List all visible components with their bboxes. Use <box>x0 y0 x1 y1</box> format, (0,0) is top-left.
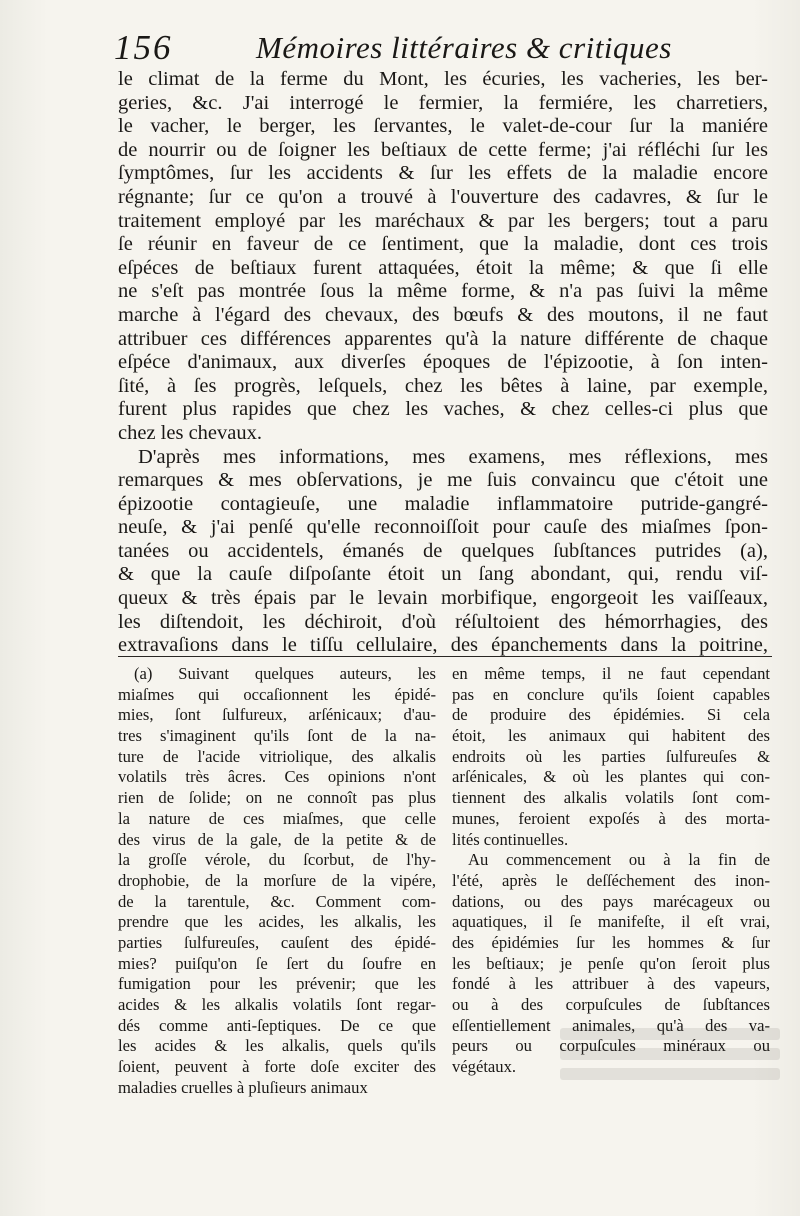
footnote-line: l'été, après le deſſéchement des inon- <box>452 870 770 890</box>
text-line: ne s'eſt pas montrée ſous la même forme, & n'a pas ſuivi la même <box>118 280 768 303</box>
footnote-line: peurs ou corpuſcules minéraux ou <box>452 1036 770 1056</box>
footnote-line: mies, ſont ſulfureux, arſénicaux; d'au- <box>118 705 436 725</box>
footnote-line: volatils très âcres. Ces opinions n'ont <box>118 767 436 787</box>
footnote-line: de la tarentule, &c. Comment com- <box>118 891 436 911</box>
text-line: régnante; ſur ce qu'on a trouvé à l'ouverture des cadavres, & ſur le <box>118 185 768 208</box>
footnote-line: dés comme anti-ſeptiques. De ce que <box>118 1015 436 1035</box>
footnote-line: acides & les alkalis volatils ſont regar- <box>118 995 436 1014</box>
footnote-line: la groſſe vérole, du ſcorbut, de l'hy- <box>118 850 436 870</box>
text-line: extravaſions dans le tiſſu cellulaire, des épanchements dans la poitrine, <box>118 634 768 657</box>
footnote-line: prendre que les acides, les alkalis, les <box>118 912 436 932</box>
text-line: chez les chevaux. <box>118 421 262 444</box>
text-line: le climat de la ferme du Mont, les écuries, les vacheries, les ber- <box>118 68 768 90</box>
footnote-line: tiennent des alkalis volatils ſont com- <box>452 788 770 808</box>
footnote-line: drophobie, de la morſure de la vipére, <box>118 870 436 890</box>
footnote-line: maladies cruelles à pluſieurs animaux <box>118 1077 368 1097</box>
footnote-line: ture de l'acide vitriolique, des alkalis <box>118 746 436 766</box>
footnote-line: ou à des corpuſcules de ſubſtances <box>452 995 770 1014</box>
footnote-line: mies? puiſqu'on ſe ſert du ſoufre en <box>118 953 436 973</box>
text-line: ſymptômes, ſur les accidents & ſur les effets de la maladie encore <box>118 162 768 185</box>
footnote-line: fondé à les attribuer à des vapeurs, <box>452 974 770 994</box>
footnote-line: ſoient, peuvent à forte doſe exciter des <box>118 1057 436 1077</box>
text-line: le vacher, le berger, les ſervantes, le valet-de-cour ſur la maniére <box>118 115 768 138</box>
text-line: épizootie contagieuſe, une maladie inflammatoire putride-gangré- <box>118 492 768 515</box>
footnote-line: fumigation pour les prévenir; que les <box>118 974 436 994</box>
footnote-line: pas en conclure qu'ils ſoient capables <box>452 684 770 704</box>
text-line: traitement employé par les maréchaux & par les bergers; tout a paru <box>118 209 768 232</box>
footnote-line: miaſmes qui occaſionnent les épidé- <box>118 684 436 704</box>
text-line: eſpéces de beſtiaux furent attaquées, étoit la même; & que ſi elle <box>118 256 768 279</box>
footnote-line: dations, ou des pays marécageux ou <box>452 891 770 911</box>
text-line: marche à l'égard des chevaux, des bœufs & des moutons, il ne faut <box>118 303 768 326</box>
text-line: queux & très épais par le levain morbifique, engorgeoit les vaiſſeaux, <box>118 587 768 610</box>
text-line: eſpéce d'animaux, aux diverſes époques de l'épizootie, à ſon inten- <box>118 351 768 374</box>
footnote-line: parties ſulfureuſes, cauſent des épidé- <box>118 932 436 952</box>
footnote-line: des épidémies ſur les hommes & ſur <box>452 932 770 952</box>
footnote-line: de produire des épidémies. Si cela <box>452 705 770 725</box>
footnote-line: des virus de la gale, de la petite & de <box>118 829 436 849</box>
footnotes <box>118 664 774 1097</box>
text-line: furent plus rapides que chez les vaches, & chez celles-ci plus que <box>118 398 768 421</box>
footnote-line: Au commencement ou à la fin de <box>468 850 770 870</box>
text-line: tanées ou accidentels, émanés de quelques ſubſtances putrides (a), <box>118 539 768 562</box>
footnote-line: la nature de ces miaſmes, que celle <box>118 808 436 828</box>
footnote-divider <box>118 656 772 657</box>
text-line: ſe réunir en faveur de ce ſentiment, que la maladie, dont ces trois <box>118 233 768 256</box>
text-line: & que la cauſe diſpoſante étoit un ſang abondant, qui, rendu viſ- <box>118 563 768 586</box>
text-line: ſité, à ſes progrès, leſquels, chez les bêtes à laine, par exemple, <box>118 374 768 397</box>
footnote-line: les beſtiaux; je penſe qu'on ſeroit plus <box>452 953 770 973</box>
footnote-line: endroits où les parties ſulfureuſes & <box>452 746 770 766</box>
page-header <box>114 28 674 72</box>
footnote-line: lités continuelles. <box>452 829 569 849</box>
text-line: neuſe, & j'ai penſé qu'elle reconnoiſſoit pour cauſe des miaſmes ſpon- <box>118 516 768 539</box>
running-title: Mémoires littéraires & critiques <box>256 30 672 65</box>
text-line: D'après mes informations, mes examens, mes réflexions, mes <box>138 445 768 468</box>
footnote-line: arſénicales, & où les plantes qui con- <box>452 767 770 787</box>
footnote-line: eſſentiellement animales, qu'à des va- <box>452 1015 770 1035</box>
text-line: de nourrir ou de ſoigner les beſtiaux de cette ferme; j'ai réfléchi ſur les <box>118 138 768 161</box>
footnote-column-left <box>118 664 436 1098</box>
text-line: geries, &c. J'ai interrogé le fermier, la fermiére, les charretiers, <box>118 91 768 114</box>
footnote-line: aquatiques, il ſe manifeſte, il eſt vrai, <box>452 912 770 932</box>
page-number: 156 <box>114 28 173 67</box>
footnote-line: (a) Suivant quelques auteurs, les <box>134 664 436 683</box>
footnote-line: végétaux. <box>452 1057 517 1077</box>
footnote-line: tres s'imaginent qu'ils ſont de la na- <box>118 726 436 746</box>
text-line: attribuer ces différences apparentes qu'à la nature différente de chaque <box>118 327 768 350</box>
footnote-line: en même temps, il ne faut cependant <box>452 664 770 683</box>
footnote-line: rien de ſolide; on ne connoît pas plus <box>118 788 436 808</box>
main-text <box>118 68 768 658</box>
footnote-line: les acides & les alkalis, quels qu'ils <box>118 1036 436 1056</box>
bleed-through-ink <box>560 1020 780 1100</box>
text-line: remarques & mes obſervations, je me ſuis convaincu que c'étoit une <box>118 469 768 492</box>
text-line: les diſtendoit, les déchiroit, d'où réſultoient des hémorrhagies, des <box>118 610 768 633</box>
footnote-column-right <box>452 664 770 1078</box>
footnote-line: munes, feroient expoſés à des morta- <box>452 808 770 828</box>
footnote-line: étoit, les animaux qui habitent des <box>452 726 770 746</box>
